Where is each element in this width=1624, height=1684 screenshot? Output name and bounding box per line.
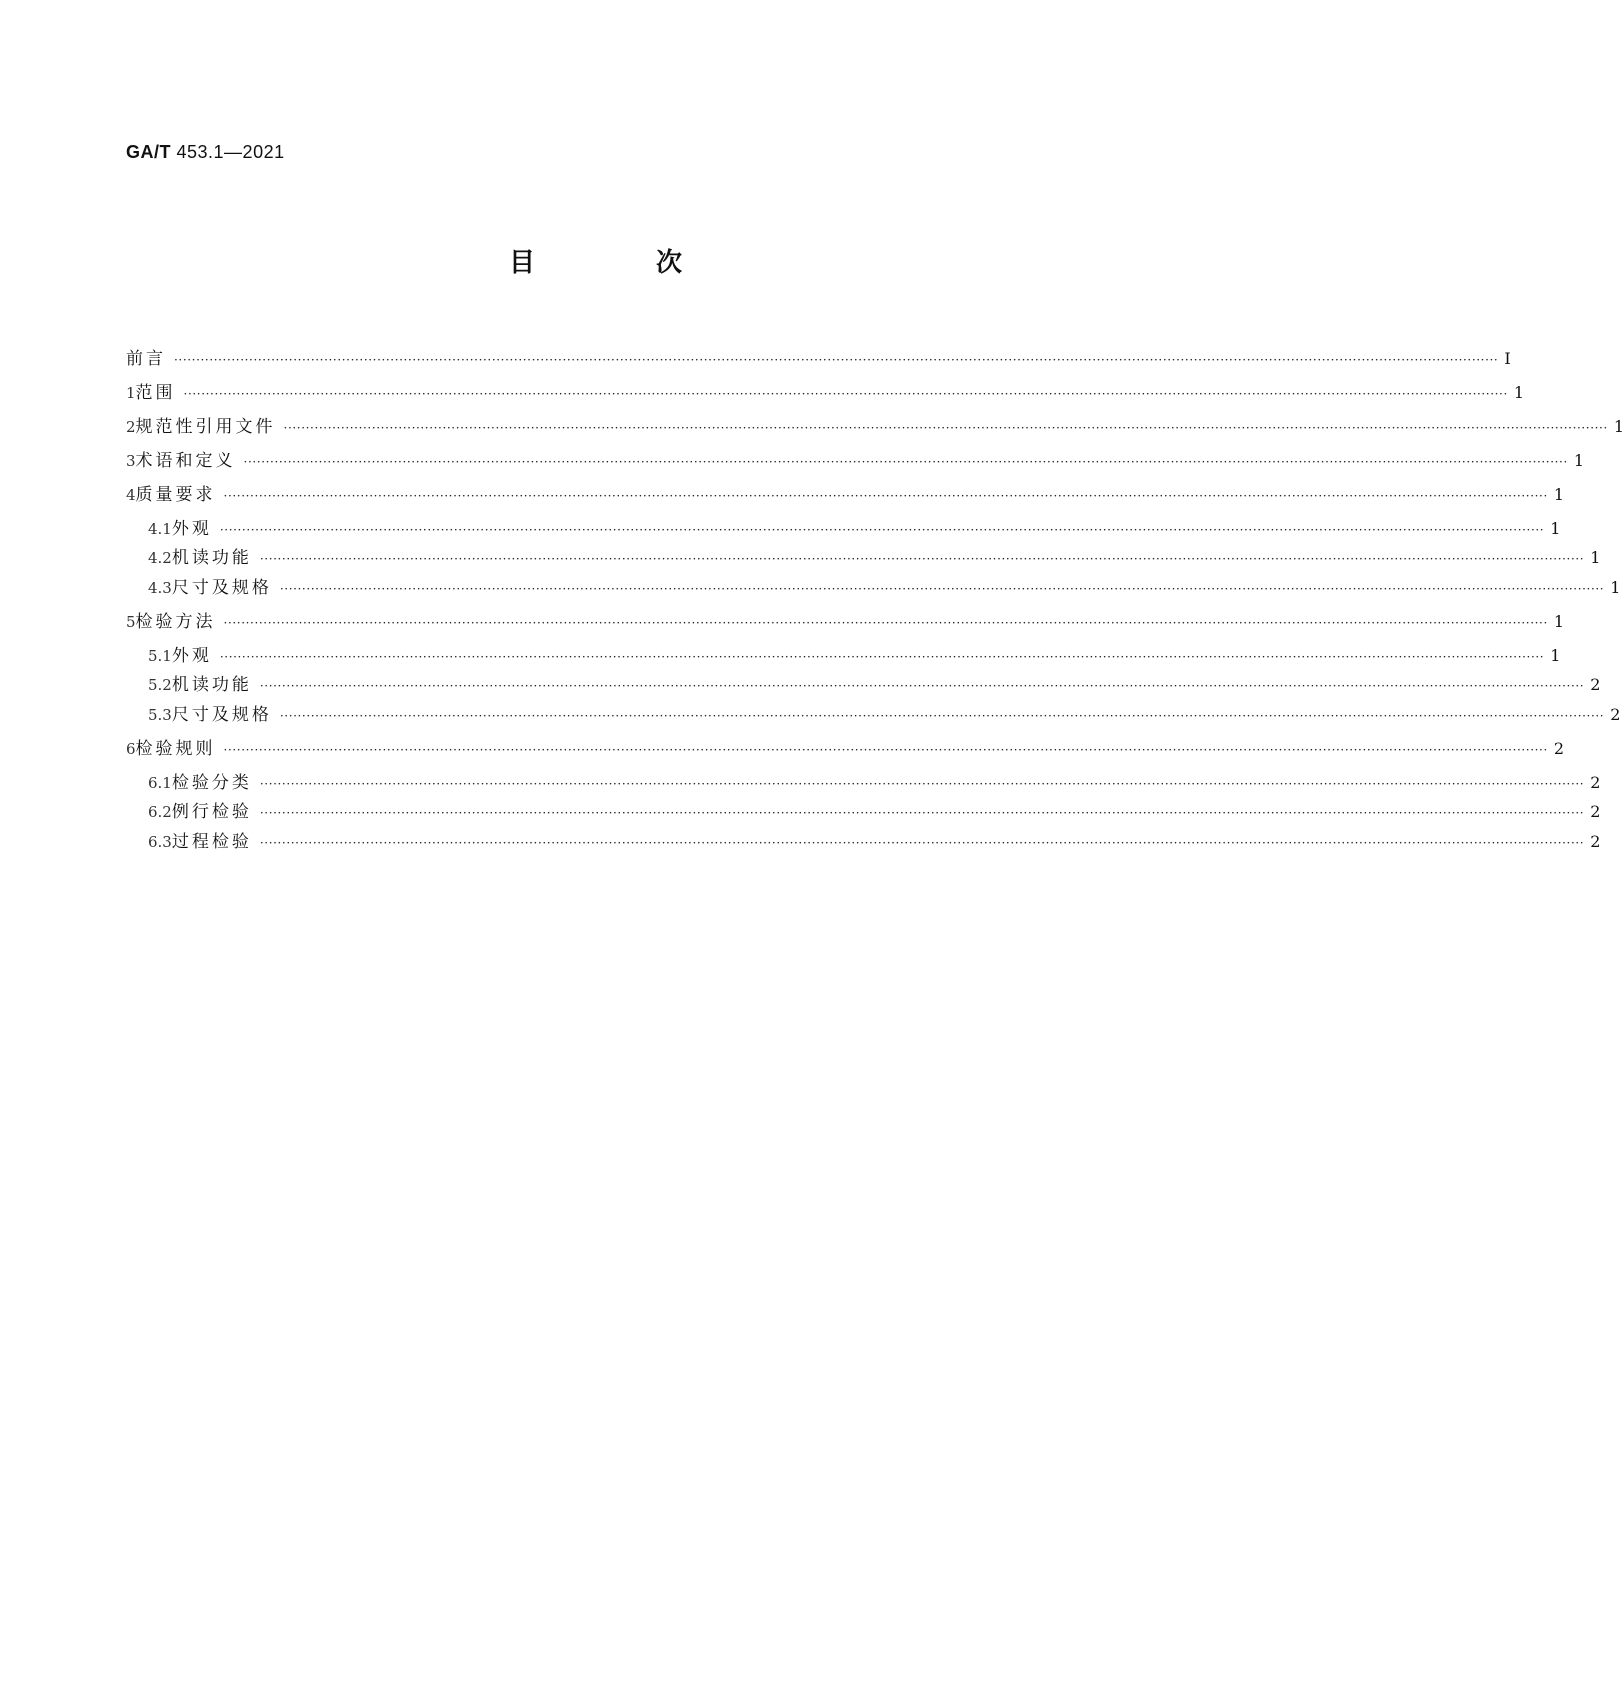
toc-entry-label: 范围 bbox=[135, 383, 176, 403]
toc-leader-dots: ············································································································································································································································································································ bbox=[259, 552, 1585, 566]
toc-entry[interactable] bbox=[126, 827, 1601, 858]
toc-leader-dots: ············································································································································································································································································································ bbox=[259, 836, 1585, 850]
toc-entry-label: 前言 bbox=[126, 349, 166, 369]
toc-entry-number: 3 bbox=[126, 452, 136, 470]
toc-entry-page: 1 bbox=[1513, 383, 1525, 402]
toc-entry-label: 术语和定义 bbox=[135, 451, 236, 471]
toc-leader-dots: ············································································································································································································································································································ bbox=[279, 582, 1605, 596]
toc-entry[interactable] bbox=[126, 573, 1621, 604]
toc-entry-number: 2 bbox=[126, 418, 136, 436]
toc-leader-dots: ············································································································································································································································································································ bbox=[183, 387, 1508, 401]
toc-entry-label: 尺寸及规格 bbox=[171, 705, 272, 725]
toc-entry-number: 4 bbox=[126, 486, 136, 504]
toc-leader-dots: ············································································································································································································································································································ bbox=[279, 709, 1605, 723]
toc-entry[interactable] bbox=[126, 412, 1624, 443]
toc-entry[interactable] bbox=[126, 514, 1561, 545]
toc-entry-number: 6.2 bbox=[148, 803, 172, 821]
toc-entry-page: 1 bbox=[1573, 451, 1585, 470]
toc-entry[interactable] bbox=[126, 446, 1585, 477]
toc-title: 目 次 bbox=[508, 248, 739, 278]
toc-entry-number: 4.2 bbox=[148, 549, 172, 567]
document-code-number: 453.1—2021 bbox=[176, 142, 285, 162]
toc-leader-dots: ············································································································································································································································································································ bbox=[219, 523, 1545, 537]
toc-entry-page: Ⅰ bbox=[1504, 349, 1511, 368]
toc-entry-page: 1 bbox=[1590, 548, 1601, 567]
toc-entry-number: 6.1 bbox=[148, 774, 172, 792]
toc-entry[interactable] bbox=[126, 670, 1601, 701]
toc-entry[interactable] bbox=[126, 768, 1601, 799]
toc-entry-label: 外观 bbox=[171, 519, 212, 539]
toc-entry[interactable] bbox=[126, 797, 1601, 828]
toc-entry[interactable] bbox=[126, 344, 1511, 375]
toc-leader-dots: ············································································································································································································································································································ bbox=[259, 777, 1585, 791]
toc-entry-page: 1 bbox=[1550, 646, 1561, 665]
toc-entry-label: 机读功能 bbox=[171, 675, 252, 695]
toc-entry-number: 5.1 bbox=[148, 647, 172, 665]
toc-entry-page: 1 bbox=[1613, 417, 1624, 436]
toc-entry[interactable] bbox=[126, 700, 1621, 731]
toc-entry-page: 1 bbox=[1610, 578, 1621, 597]
toc-entry-label: 质量要求 bbox=[135, 485, 216, 505]
toc-entry-number: 6.3 bbox=[148, 833, 172, 851]
toc-entry[interactable] bbox=[126, 480, 1565, 511]
toc-entry-page: 2 bbox=[1590, 675, 1601, 694]
toc-entry-label: 机读功能 bbox=[171, 548, 252, 568]
toc-entry-page: 2 bbox=[1610, 705, 1621, 724]
toc-entry-label: 检验规则 bbox=[135, 739, 216, 759]
toc-entry[interactable] bbox=[126, 734, 1565, 765]
toc-entry-label: 规范性引用文件 bbox=[135, 417, 276, 437]
toc-entry-number: 5 bbox=[126, 613, 136, 631]
document-code bbox=[126, 142, 285, 163]
toc-entry-label: 尺寸及规格 bbox=[171, 578, 272, 598]
toc-entry-label: 例行检验 bbox=[171, 802, 252, 822]
toc-entry-label: 检验方法 bbox=[135, 612, 216, 632]
toc-entry[interactable] bbox=[126, 607, 1565, 638]
toc-entry-number: 6 bbox=[126, 740, 136, 758]
toc-entry[interactable] bbox=[126, 378, 1525, 409]
toc-entry[interactable] bbox=[126, 543, 1601, 574]
toc-entry-number: 1 bbox=[126, 384, 136, 402]
toc-entry-label: 过程检验 bbox=[171, 832, 252, 852]
toc-leader-dots: ············································································································································································································································································································ bbox=[223, 489, 1548, 503]
toc-entry-page: 1 bbox=[1553, 612, 1565, 631]
toc-leader-dots: ············································································································································································································································································································ bbox=[219, 650, 1545, 664]
toc-leader-dots: ············································································································································································································································································································ bbox=[223, 743, 1548, 757]
toc-leader-dots: ············································································································································································································································································································ bbox=[259, 806, 1585, 820]
toc-entry-page: 2 bbox=[1590, 832, 1601, 851]
toc-entry-page: 1 bbox=[1553, 485, 1565, 504]
toc-entry[interactable] bbox=[126, 641, 1561, 672]
toc-entry-page: 2 bbox=[1590, 773, 1601, 792]
document-code-prefix: GA/T bbox=[126, 142, 171, 162]
toc-leader-dots: ············································································································································································································································································································ bbox=[174, 353, 1499, 367]
toc-leader-dots: ············································································································································································································································································································ bbox=[283, 421, 1608, 435]
toc-entry-number: 4.1 bbox=[148, 520, 172, 538]
toc-entry-label: 外观 bbox=[171, 646, 212, 666]
toc-entry-page: 2 bbox=[1590, 802, 1601, 821]
toc-entry-number: 4.3 bbox=[148, 579, 172, 597]
toc-entry-label: 检验分类 bbox=[171, 773, 252, 793]
toc-entry-page: 2 bbox=[1553, 739, 1565, 758]
toc-entry-number: 5.2 bbox=[148, 676, 172, 694]
toc-leader-dots: ············································································································································································································································································································ bbox=[243, 455, 1568, 469]
toc-leader-dots: ············································································································································································································································································································ bbox=[259, 679, 1585, 693]
toc-entry-number: 5.3 bbox=[148, 706, 172, 724]
toc-entry-page: 1 bbox=[1550, 519, 1561, 538]
toc-leader-dots: ············································································································································································································································································································ bbox=[223, 616, 1548, 630]
